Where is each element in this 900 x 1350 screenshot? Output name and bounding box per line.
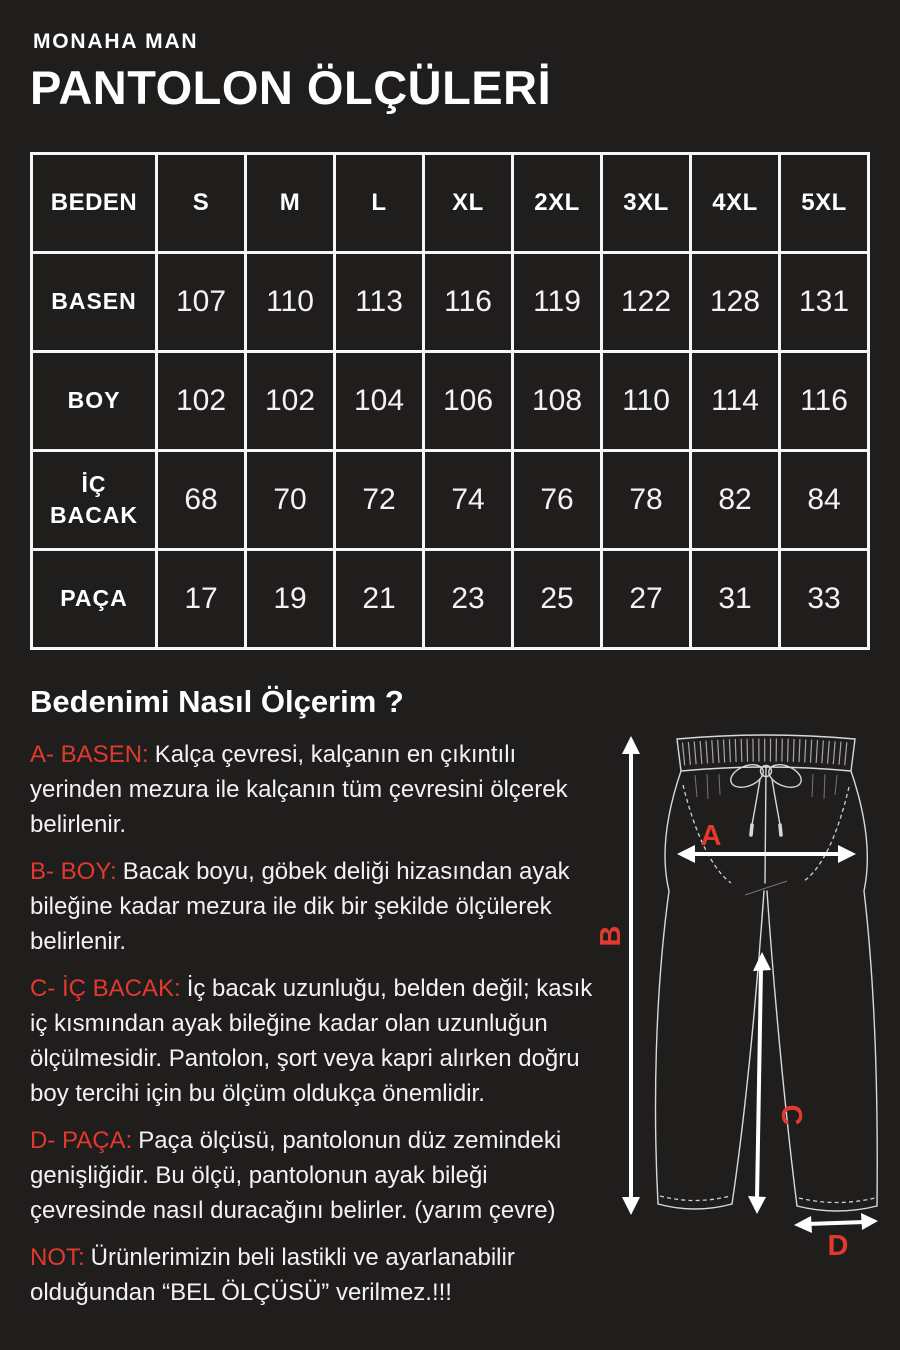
col-header-2xl: 2XL bbox=[513, 154, 602, 253]
col-header-s: S bbox=[157, 154, 246, 253]
size-cell: 23 bbox=[424, 550, 513, 649]
size-cell: 82 bbox=[691, 451, 780, 550]
size-cell: 110 bbox=[246, 253, 335, 352]
guide-item-not bbox=[30, 1240, 598, 1310]
row-label-paca: PAÇA bbox=[32, 550, 157, 649]
guide-text-paca: Paça ölçüsü, pantolonun düz zemindeki genişliğidir. Bu ölçü, pantolonun ayak bileği çevresinde nasıl duracağını belirler. (yarım çevre) bbox=[30, 1127, 562, 1224]
guide-label-ic-bacak: C- İÇ BACAK: bbox=[30, 975, 181, 1002]
guide-text-boy: Bacak boyu, göbek deliği hizasından ayak bileğine kadar mezura ile dik bir şekilde ölçülerek belirlenir. bbox=[30, 858, 570, 955]
diagram-label-b: B bbox=[595, 925, 627, 947]
size-cell: 17 bbox=[157, 550, 246, 649]
size-cell: 104 bbox=[335, 352, 424, 451]
guide-label-boy: B- BOY: bbox=[30, 858, 117, 885]
guide-item-basen bbox=[30, 737, 598, 842]
col-header-m: M bbox=[246, 154, 335, 253]
measure-guide bbox=[30, 737, 598, 1322]
size-cell: 116 bbox=[424, 253, 513, 352]
col-header-l: L bbox=[335, 154, 424, 253]
size-cell: 31 bbox=[691, 550, 780, 649]
size-cell: 119 bbox=[513, 253, 602, 352]
table-row-boy bbox=[32, 352, 869, 451]
size-cell: 70 bbox=[246, 451, 335, 550]
size-cell: 114 bbox=[691, 352, 780, 451]
size-cell: 33 bbox=[780, 550, 869, 649]
size-cell: 108 bbox=[513, 352, 602, 451]
size-cell: 74 bbox=[424, 451, 513, 550]
size-cell: 107 bbox=[157, 253, 246, 352]
guide-item-ic-bacak bbox=[30, 971, 598, 1111]
page-title: PANTOLON ÖLÇÜLERİ bbox=[30, 61, 552, 114]
row-label-basen: BASEN bbox=[32, 253, 157, 352]
size-cell: 68 bbox=[157, 451, 246, 550]
table-header-row bbox=[32, 154, 869, 253]
diagram-label-a: A bbox=[700, 820, 722, 852]
table-row-basen bbox=[32, 253, 869, 352]
size-cell: 27 bbox=[602, 550, 691, 649]
col-header-5xl: 5XL bbox=[780, 154, 869, 253]
guide-item-boy bbox=[30, 854, 598, 959]
size-cell: 102 bbox=[246, 352, 335, 451]
size-cell: 131 bbox=[780, 253, 869, 352]
table-row-ic-bacak bbox=[32, 451, 869, 550]
size-cell: 110 bbox=[602, 352, 691, 451]
size-cell: 84 bbox=[780, 451, 869, 550]
pants-sketch-svg bbox=[595, 723, 890, 1283]
col-header-xl: XL bbox=[424, 154, 513, 253]
pants-measurement-diagram bbox=[595, 723, 890, 1283]
col-header-3xl: 3XL bbox=[602, 154, 691, 253]
size-table bbox=[30, 152, 870, 650]
size-cell: 25 bbox=[513, 550, 602, 649]
guide-text-ic-bacak: İç bacak uzunluğu, belden değil; kasık iç kısmından ayak bileğine kadar olan uzunluğun ölçülmesidir. Pantolon, şort veya kapri alırken doğru boy tercihi için bu ölçüm oldukça önemlidir. bbox=[30, 975, 593, 1107]
size-cell: 78 bbox=[602, 451, 691, 550]
measure-arrow-b bbox=[622, 736, 640, 1215]
size-cell: 116 bbox=[780, 352, 869, 451]
brand-name: MONAHA MAN bbox=[33, 30, 199, 53]
size-cell: 113 bbox=[335, 253, 424, 352]
guide-label-not: NOT: bbox=[30, 1244, 85, 1271]
guide-item-paca bbox=[30, 1123, 598, 1228]
size-cell: 19 bbox=[246, 550, 335, 649]
size-cell: 102 bbox=[157, 352, 246, 451]
measure-arrow-c bbox=[748, 952, 771, 1214]
row-label-ic-bacak: İÇ BACAK bbox=[32, 451, 157, 550]
size-cell: 106 bbox=[424, 352, 513, 451]
guide-text-not: Ürünlerimizin beli lastikli ve ayarlanabilir olduğundan “BEL ÖLÇÜSÜ” verilmez.!!! bbox=[30, 1244, 515, 1306]
pants-outline bbox=[656, 735, 878, 1211]
table-row-paca bbox=[32, 550, 869, 649]
size-cell: 76 bbox=[513, 451, 602, 550]
diagram-label-d: D bbox=[827, 1230, 849, 1262]
guide-heading: Bedenimi Nasıl Ölçerim ? bbox=[30, 684, 404, 719]
col-header-4xl: 4XL bbox=[691, 154, 780, 253]
diagram-label-c: C bbox=[775, 1104, 807, 1126]
col-header-beden: BEDEN bbox=[32, 154, 157, 253]
guide-label-paca: D- PAÇA: bbox=[30, 1127, 133, 1154]
row-label-boy: BOY bbox=[32, 352, 157, 451]
size-cell: 122 bbox=[602, 253, 691, 352]
guide-text-basen: Kalça çevresi, kalçanın en çıkıntılı yerinden mezura ile kalçanın tüm çevresini ölçerek belirlenir. bbox=[30, 741, 568, 838]
size-cell: 21 bbox=[335, 550, 424, 649]
size-cell: 128 bbox=[691, 253, 780, 352]
size-cell: 72 bbox=[335, 451, 424, 550]
guide-label-basen: A- BASEN: bbox=[30, 741, 149, 768]
